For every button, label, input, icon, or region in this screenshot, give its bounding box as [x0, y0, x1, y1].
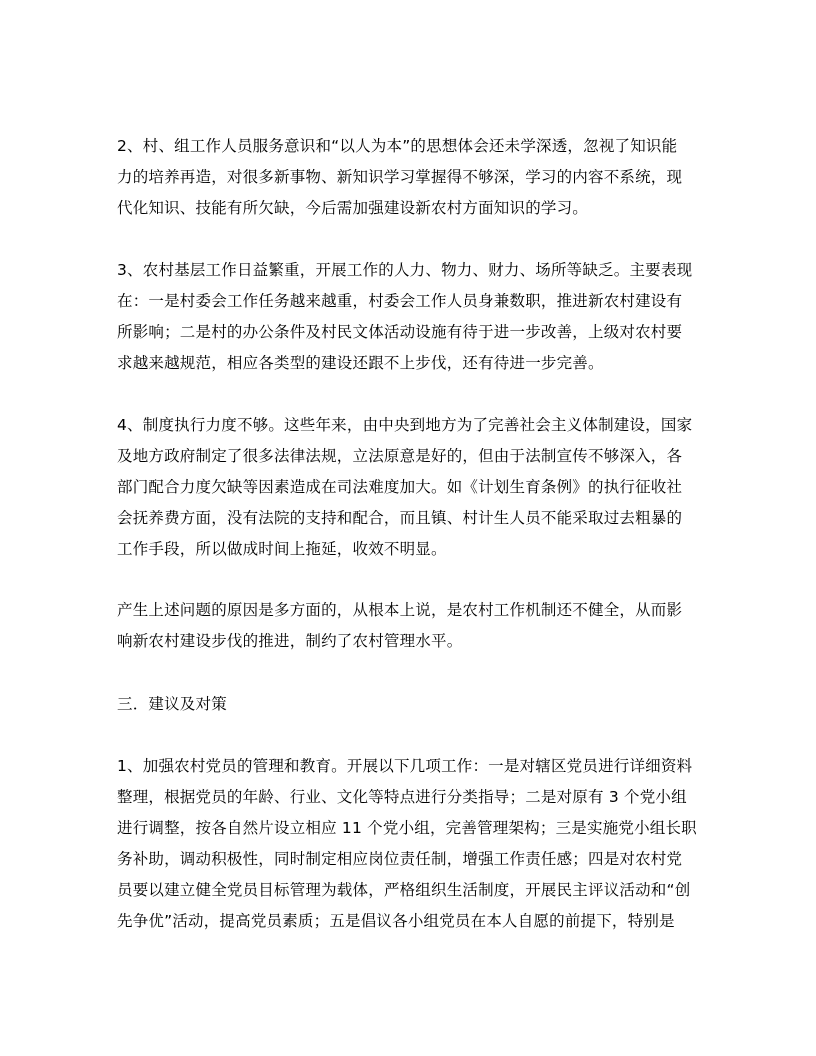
- paragraph-item-3-grassroots-workload: [117, 255, 699, 379]
- text-line: 所影响；二是村的办公条件及村民文体活动设施有待于进一步改善，上级对农村要: [117, 323, 683, 341]
- text-line: 员要以建立健全党员目标管理为载体，严格组织生活制度，开展民主评议活动和“创: [117, 881, 691, 899]
- text-line: 力的培养再造，对很多新事物、新知识学习掌握得不够深，学习的内容不系统，现: [117, 168, 683, 186]
- text-line: 部门配合力度欠缺等因素造成在司法难度加大。如《计划生育条例》的执行征收社: [117, 478, 683, 496]
- section-heading-suggestions: [117, 689, 699, 720]
- text-line: 及地方政府制定了很多法律法规，立法原意是好的，但由于法制宣传不够深入，各: [117, 447, 683, 465]
- text-line: 2、村、组工作人员服务意识和“以人为本”的思想体会还未学深透，忽视了知识能: [117, 137, 678, 155]
- paragraph-item-2-staff-awareness: [117, 131, 699, 224]
- text-line: 产生上述问题的原因是多方面的，从根本上说，是农村工作机制还不健全，从而影: [117, 601, 683, 619]
- text-line: 工作手段，所以做成时间上拖延，收效不明显。: [117, 540, 447, 558]
- text-line: 4、制度执行力度不够。这些年来，由中央到地方为了完善社会主义体制建设，国家: [117, 416, 693, 434]
- text-line: 代化知识、技能有所欠缺，今后需加强建设新农村方面知识的学习。: [117, 199, 589, 217]
- text-line: 求越来越规范，相应各类型的建设还跟不上步伐，还有待进一步完善。: [117, 354, 604, 372]
- text-line: 先争优”活动，提高党员素质；五是倡议各小组党员在本人自愿的前提下，特别是: [117, 912, 675, 930]
- text-line: 响新农村建设步伐的推进，制约了农村管理水平。: [117, 632, 463, 650]
- paragraph-root-cause: [117, 595, 699, 657]
- text-line: 3、农村基层工作日益繁重，开展工作的人力、物力、财力、场所等缺乏。主要表现: [117, 261, 693, 279]
- paragraph-item-1-party-member-management: [117, 751, 699, 937]
- section-heading-text: 三．建议及对策: [117, 695, 227, 713]
- text-line: 整理，根据党员的年龄、行业、文化等特点进行分类指导；二是对原有 3 个党小组: [117, 788, 687, 806]
- text-line: 务补助，调动积极性，同时制定相应岗位责任制，增强工作责任感；四是对农村党: [117, 850, 683, 868]
- text-line: 进行调整，按各自然片设立相应 11 个党小组，完善管理架构；三是实施党小组长职: [117, 819, 697, 837]
- paragraph-item-4-enforcement: [117, 410, 699, 565]
- text-line: 1、加强农村党员的管理和教育。开展以下几项工作：一是对辖区党员进行详细资料: [117, 757, 693, 775]
- text-line: 在：一是村委会工作任务越来越重，村委会工作人员身兼数职，推进新农村建设有: [117, 292, 683, 310]
- text-line: 会抚养费方面，没有法院的支持和配合，而且镇、村计生人员不能采取过去粗暴的: [117, 509, 683, 527]
